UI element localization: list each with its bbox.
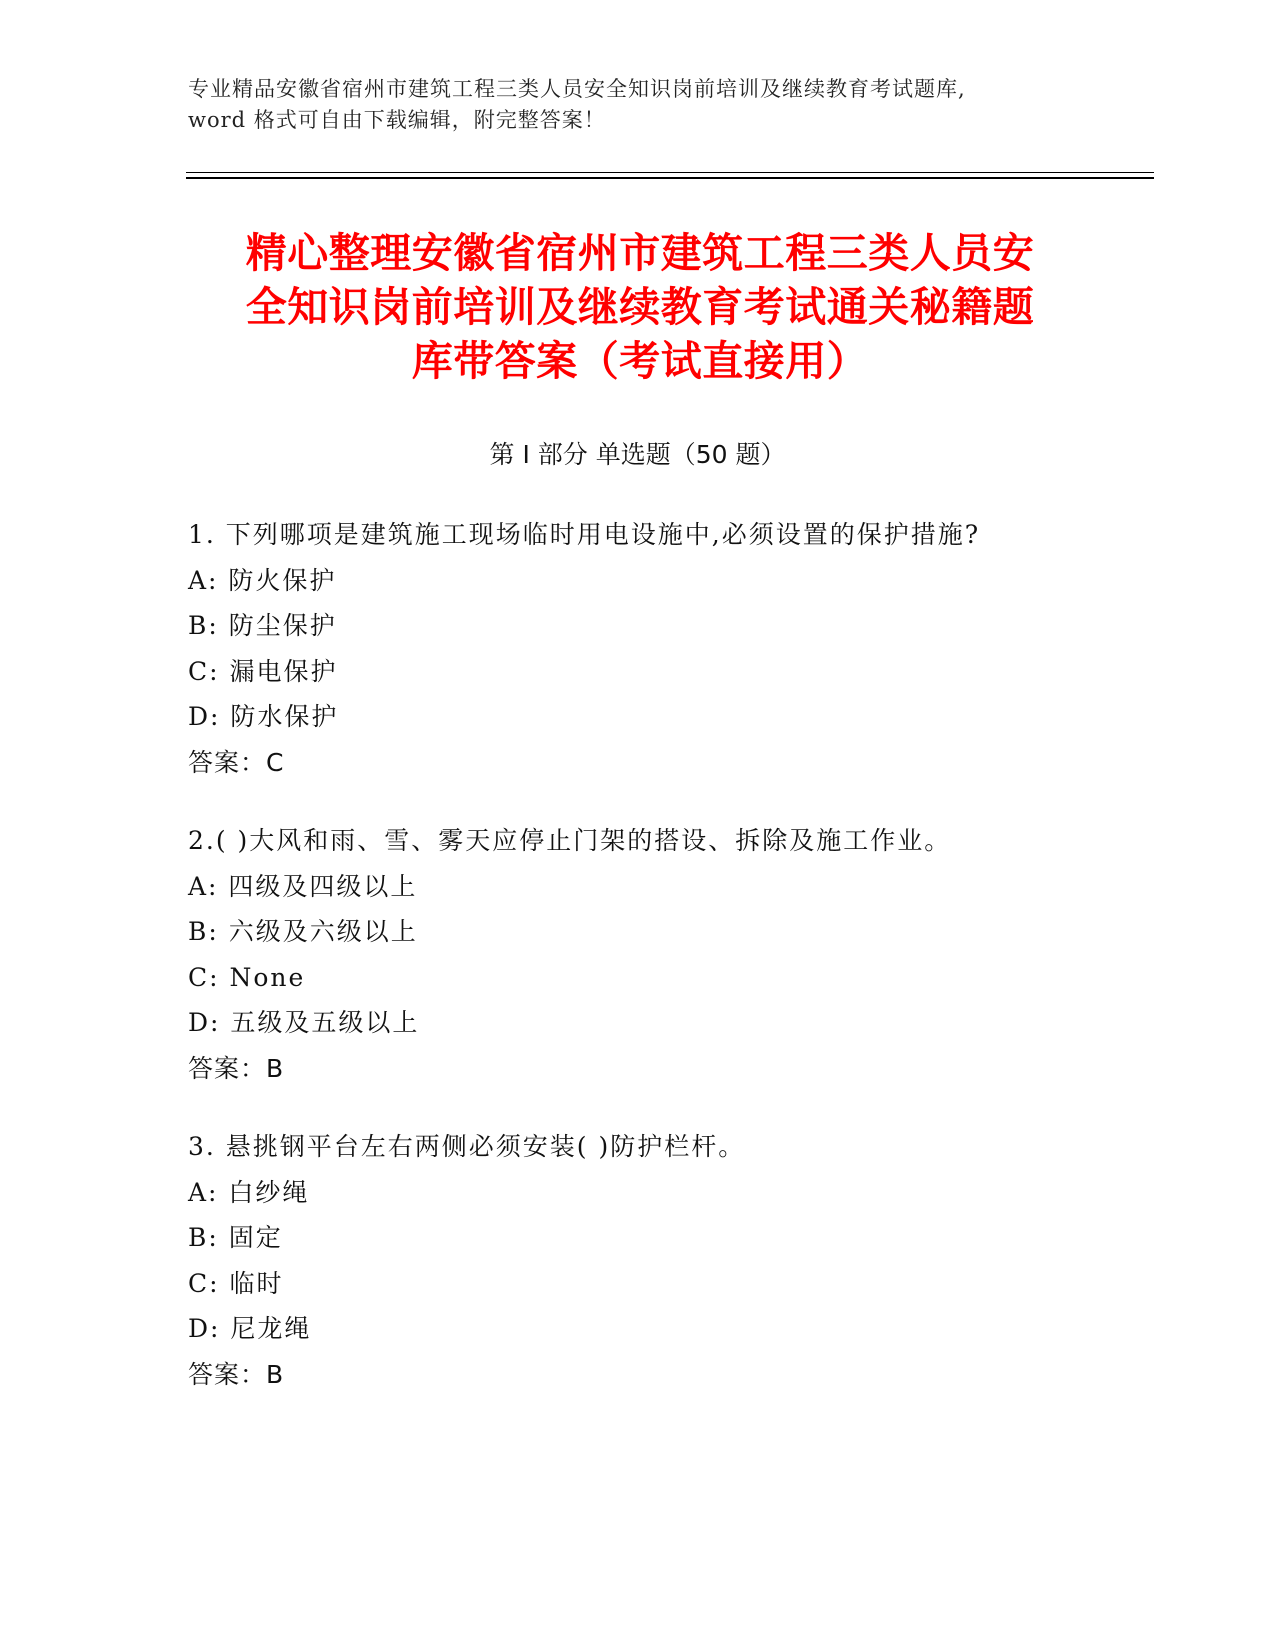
document-title-line-1: 精心整理安徽省宿州市建筑工程三类人员安 <box>245 229 1035 277</box>
option-a: A: 四级及四级以上 <box>188 871 418 901</box>
answer: 答案：B <box>188 1053 285 1083</box>
header-note-line-1: 专业精品安徽省宿州市建筑工程三类人员安全知识岗前培训及继续教育考试题库, <box>188 77 966 101</box>
option-d: D: 五级及五级以上 <box>188 1008 420 1037</box>
option-b: B: 防尘保护 <box>188 611 337 640</box>
question-2 <box>188 818 1148 1091</box>
document-title-line-3: 库带答案（考试直接用） <box>411 337 869 385</box>
option-d: D: 尼龙绳 <box>188 1314 312 1343</box>
header-rule-bottom <box>186 177 1154 179</box>
document-title-line-2: 全知识岗前培训及继续教育考试通关秘籍题 <box>245 283 1035 331</box>
option-a: A: 白纱绳 <box>188 1177 310 1207</box>
answer: 答案：B <box>188 1359 285 1389</box>
question-stem: 2.( )大风和雨、雪、雾天应停止门架的搭设、拆除及施工作业。 <box>188 826 952 855</box>
question-3 <box>188 1124 1148 1397</box>
header-note <box>188 74 1088 136</box>
question-stem: 3. 悬挑钢平台左右两侧必须安装( )防护栏杆。 <box>188 1132 746 1161</box>
header-rule-top <box>186 172 1154 173</box>
question-1 <box>188 512 1148 785</box>
question-stem: 1. 下列哪项是建筑施工现场临时用电设施中,必须设置的保护措施? <box>188 520 981 549</box>
option-b: B: 固定 <box>188 1223 283 1252</box>
option-b: B: 六级及六级以上 <box>188 917 418 946</box>
header-note-line-2: word 格式可自由下载编辑，附完整答案！ <box>188 108 606 132</box>
option-c: C: 漏电保护 <box>188 656 338 686</box>
option-a: A: 防火保护 <box>188 565 337 595</box>
option-c: C: None <box>188 962 306 992</box>
section-title: 第 I 部分 单选题（50 题） <box>489 440 786 469</box>
document-title <box>190 226 1090 388</box>
option-d: D: 防水保护 <box>188 702 339 731</box>
option-c: C: 临时 <box>188 1268 284 1298</box>
answer: 答案：C <box>188 747 285 777</box>
